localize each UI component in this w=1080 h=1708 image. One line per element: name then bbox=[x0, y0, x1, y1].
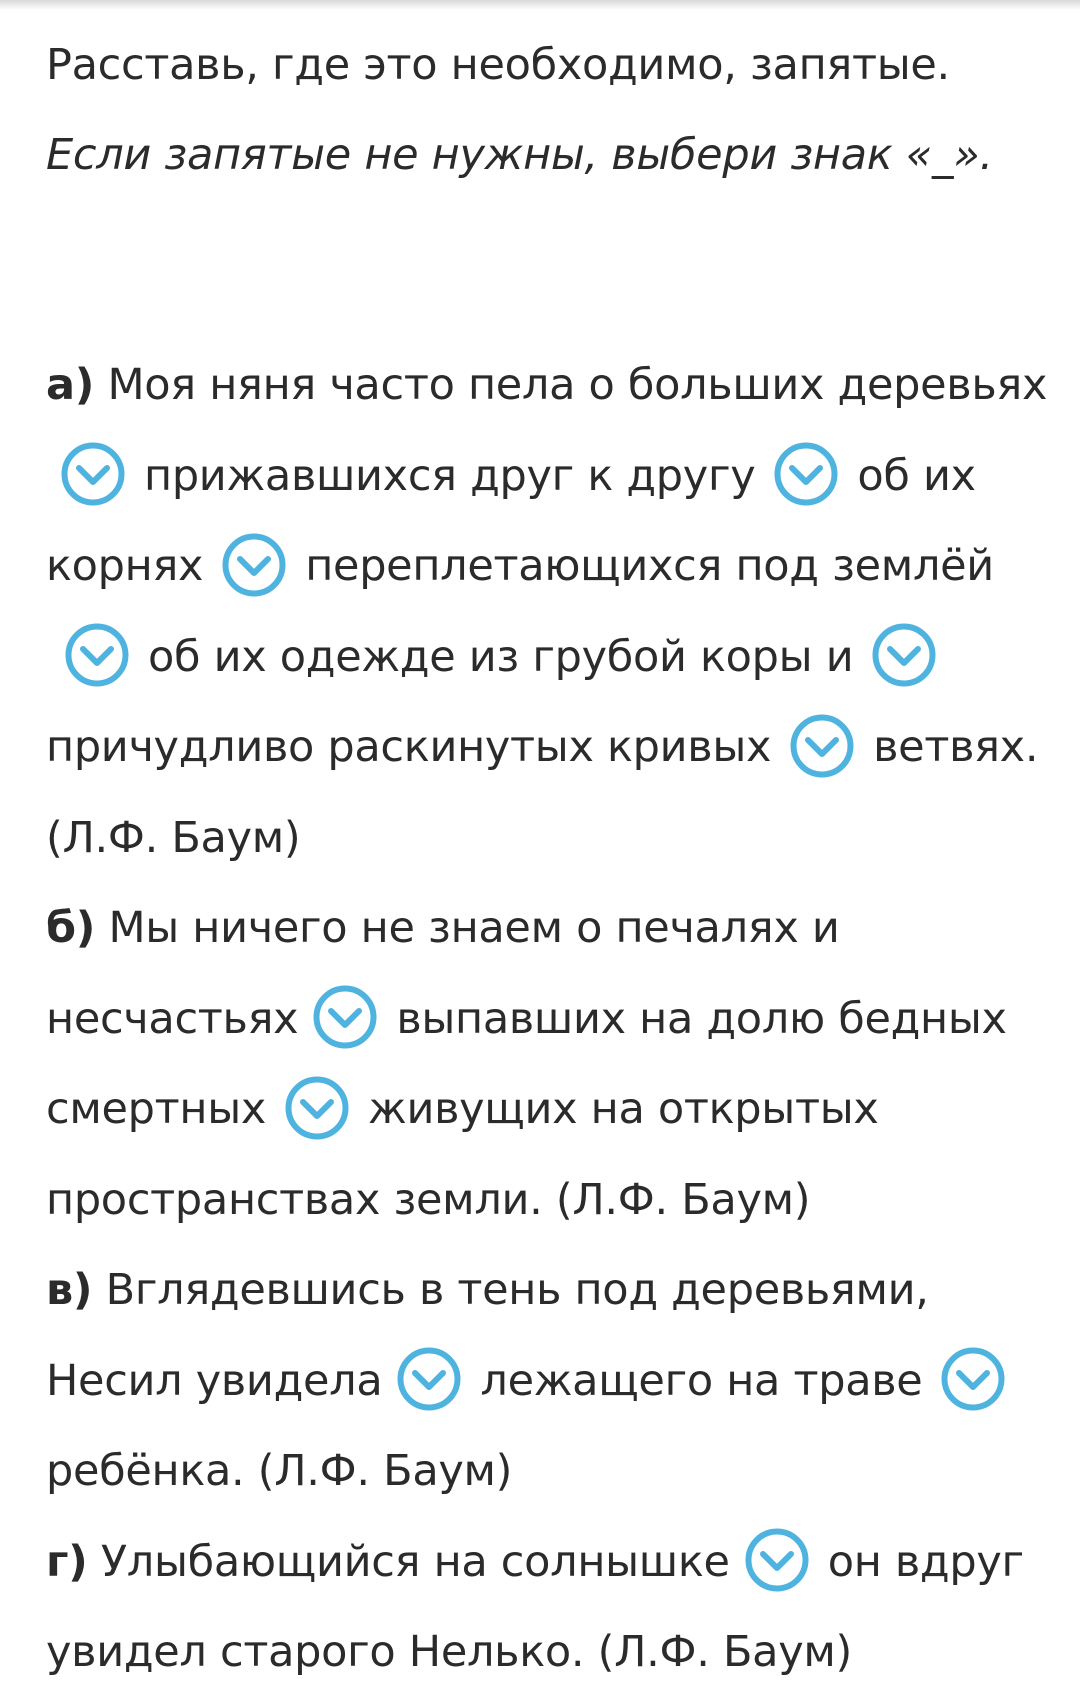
instruction-italic: Если запятые не нужны, выбери знак «_». bbox=[46, 130, 993, 180]
comma-dropdown[interactable] bbox=[284, 1075, 350, 1141]
task-text: Моя няня часто пела о больших деревьях bbox=[107, 360, 1048, 410]
comma-dropdown[interactable] bbox=[60, 441, 126, 507]
task-text: Вглядевшись в тень под деревьями, Несил увидела bbox=[46, 1265, 929, 1406]
task-text: Мы ничего не знаем о печалях и несчастьях bbox=[46, 903, 840, 1044]
task-letter: а) bbox=[46, 360, 95, 410]
chevron-down-icon bbox=[396, 1346, 462, 1412]
chevron-down-icon bbox=[64, 622, 130, 688]
task-text: выпавших на долю бедных смертных bbox=[46, 993, 1007, 1134]
comma-dropdown[interactable] bbox=[789, 713, 855, 779]
chevron-down-icon bbox=[789, 713, 855, 779]
comma-dropdown[interactable] bbox=[64, 622, 130, 688]
task-text: переплетающихся под землёй bbox=[305, 541, 994, 591]
task-text: ребёнка. (Л.Ф. Баум) bbox=[46, 1446, 513, 1496]
chevron-down-icon bbox=[773, 441, 839, 507]
top-shadow bbox=[0, 0, 1080, 10]
chevron-down-icon bbox=[744, 1527, 810, 1593]
task-letter: б) bbox=[46, 903, 96, 953]
chevron-down-icon bbox=[60, 441, 126, 507]
task-b bbox=[46, 883, 1056, 1245]
task-text: лежащего на траве bbox=[480, 1355, 923, 1406]
comma-dropdown[interactable] bbox=[940, 1346, 1006, 1412]
task-text: причудливо раскинутых кривых bbox=[46, 722, 772, 772]
comma-dropdown[interactable] bbox=[396, 1346, 462, 1412]
task-text: об их одежде из грубой коры и bbox=[148, 631, 854, 682]
task-letter: в) bbox=[46, 1265, 93, 1315]
chevron-down-icon bbox=[940, 1346, 1006, 1412]
comma-dropdown[interactable] bbox=[744, 1527, 810, 1593]
chevron-down-icon bbox=[312, 984, 378, 1050]
task-text: Улыбающийся на солнышке bbox=[100, 1536, 730, 1587]
comma-dropdown[interactable] bbox=[312, 984, 378, 1050]
comma-dropdown[interactable] bbox=[871, 622, 937, 688]
chevron-down-icon bbox=[221, 532, 287, 598]
comma-dropdown[interactable] bbox=[221, 532, 287, 598]
task-text: ветвях. (Л.Ф. Баум) bbox=[46, 722, 1039, 863]
task-a bbox=[46, 340, 1056, 883]
chevron-down-icon bbox=[871, 622, 937, 688]
exercise-content bbox=[46, 340, 1056, 1698]
task-text: об их корнях bbox=[46, 450, 976, 591]
comma-dropdown[interactable] bbox=[773, 441, 839, 507]
task-g bbox=[46, 1517, 1056, 1698]
instruction bbox=[46, 20, 1046, 200]
task-letter: г) bbox=[46, 1536, 88, 1587]
task-text: он вдруг увидел старого Нелько. (Л.Ф. Баум) bbox=[46, 1536, 1024, 1677]
chevron-down-icon bbox=[284, 1075, 350, 1141]
instruction-main: Расставь, где это необходимо, запятые. bbox=[46, 40, 950, 90]
task-text: прижавшихся друг к другу bbox=[144, 450, 756, 501]
task-text: живущих на открытых пространствах земли. (Л.Ф. Баум) bbox=[46, 1084, 879, 1225]
task-v bbox=[46, 1245, 1056, 1517]
